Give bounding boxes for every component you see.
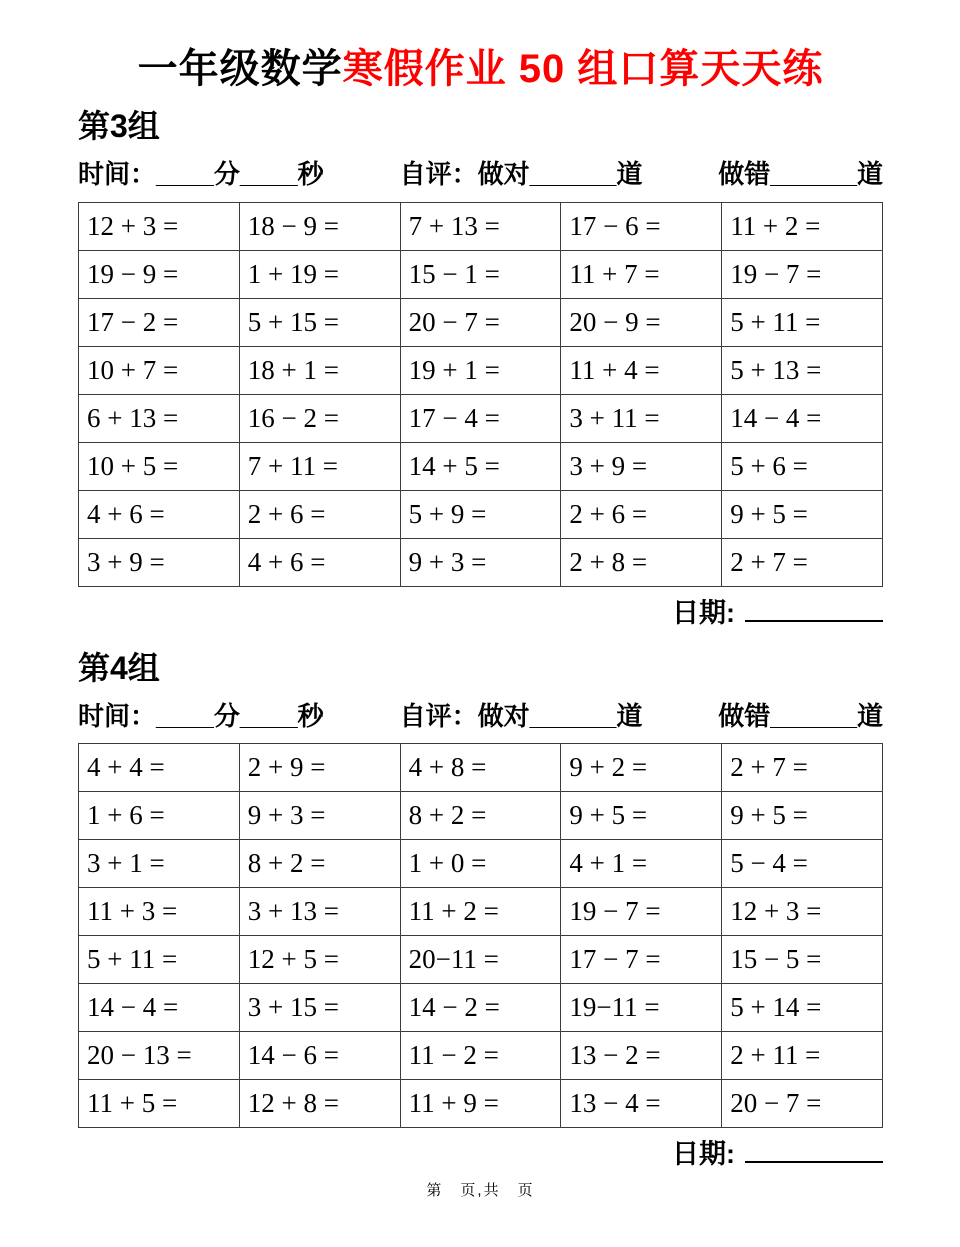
problem-cell: 2 + 7 =	[722, 744, 883, 792]
problem-cell: 16 − 2 =	[239, 394, 400, 442]
group-3-section	[78, 107, 883, 634]
problem-row	[79, 394, 883, 442]
page-title-red: 寒假作业 50 组口算天天练	[342, 47, 824, 91]
problem-cell: 2 + 11 =	[722, 1032, 883, 1080]
problem-cell: 17 − 7 =	[561, 936, 722, 984]
problem-cell: 11 + 5 =	[79, 1080, 240, 1128]
page-title	[78, 46, 883, 92]
problem-cell: 20 − 7 =	[400, 298, 561, 346]
problem-row	[79, 744, 883, 792]
problem-cell: 10 + 7 =	[79, 346, 240, 394]
problem-cell: 11 + 9 =	[400, 1080, 561, 1128]
problem-cell: 5 + 14 =	[722, 984, 883, 1032]
problem-cell: 2 + 7 =	[722, 538, 883, 586]
problem-row	[79, 442, 883, 490]
problem-cell: 14 − 4 =	[79, 984, 240, 1032]
problem-cell: 9 + 5 =	[561, 792, 722, 840]
problem-cell: 7 + 11 =	[239, 442, 400, 490]
problem-cell: 20 − 13 =	[79, 1032, 240, 1080]
problem-cell: 12 + 8 =	[239, 1080, 400, 1128]
problem-cell: 19 − 9 =	[79, 250, 240, 298]
group-4-heading: 第4组	[78, 649, 160, 686]
problem-cell: 19−11 =	[561, 984, 722, 1032]
problem-cell: 2 + 6 =	[561, 490, 722, 538]
problem-cell: 5 + 6 =	[722, 442, 883, 490]
problem-cell: 5 + 9 =	[400, 490, 561, 538]
problem-cell: 20 − 9 =	[561, 298, 722, 346]
problem-cell: 5 + 11 =	[79, 936, 240, 984]
date-label: 日期:	[672, 597, 735, 628]
problem-row	[79, 792, 883, 840]
problem-row	[79, 538, 883, 586]
problem-cell: 11 + 2 =	[400, 888, 561, 936]
group-3-problems-table	[78, 202, 883, 587]
problem-cell: 3 + 9 =	[561, 442, 722, 490]
problem-cell: 12 + 3 =	[79, 202, 240, 250]
problem-cell: 14 − 2 =	[400, 984, 561, 1032]
problem-cell: 5 + 15 =	[239, 298, 400, 346]
problem-row	[79, 840, 883, 888]
problem-cell: 9 + 2 =	[561, 744, 722, 792]
problem-cell: 20−11 =	[400, 936, 561, 984]
group-4-section	[78, 649, 883, 1176]
problem-cell: 15 − 1 =	[400, 250, 561, 298]
date-label: 日期:	[672, 1139, 735, 1170]
problem-row	[79, 202, 883, 250]
problem-cell: 15 − 5 =	[722, 936, 883, 984]
problem-cell: 3 + 11 =	[561, 394, 722, 442]
problem-cell: 5 + 11 =	[722, 298, 883, 346]
problem-cell: 9 + 3 =	[400, 538, 561, 586]
problem-cell: 3 + 9 =	[79, 538, 240, 586]
problem-cell: 3 + 15 =	[239, 984, 400, 1032]
time-label: 时间：____分____秒	[78, 159, 324, 190]
problem-cell: 18 + 1 =	[239, 346, 400, 394]
self-eval-wrong-label: 做错______道	[718, 159, 883, 190]
problem-row	[79, 298, 883, 346]
problem-cell: 4 + 6 =	[79, 490, 240, 538]
problem-cell: 20 − 7 =	[722, 1080, 883, 1128]
problem-cell: 4 + 6 =	[239, 538, 400, 586]
page-title-black: 一年级数学	[137, 47, 343, 91]
problem-cell: 13 − 2 =	[561, 1032, 722, 1080]
problem-cell: 12 + 3 =	[722, 888, 883, 936]
problem-cell: 14 − 6 =	[239, 1032, 400, 1080]
problem-cell: 17 − 6 =	[561, 202, 722, 250]
group-3-date-line	[78, 596, 883, 634]
problem-cell: 6 + 13 =	[79, 394, 240, 442]
self-eval-correct-label: 自评：做对______道	[399, 700, 643, 731]
problem-cell: 4 + 4 =	[79, 744, 240, 792]
problem-cell: 5 + 13 =	[722, 346, 883, 394]
problem-row	[79, 1080, 883, 1128]
problem-cell: 9 + 5 =	[722, 490, 883, 538]
problem-cell: 11 + 4 =	[561, 346, 722, 394]
group-4-meta-line	[78, 701, 883, 732]
problem-cell: 1 + 19 =	[239, 250, 400, 298]
problem-cell: 8 + 2 =	[400, 792, 561, 840]
problem-cell: 11 + 3 =	[79, 888, 240, 936]
problem-cell: 2 + 8 =	[561, 538, 722, 586]
problem-row	[79, 984, 883, 1032]
problem-cell: 2 + 6 =	[239, 490, 400, 538]
problem-row	[79, 1032, 883, 1080]
problem-cell: 17 − 2 =	[79, 298, 240, 346]
problem-cell: 14 + 5 =	[400, 442, 561, 490]
problem-cell: 10 + 5 =	[79, 442, 240, 490]
problem-cell: 3 + 13 =	[239, 888, 400, 936]
problem-row	[79, 250, 883, 298]
problem-cell: 3 + 1 =	[79, 840, 240, 888]
problem-cell: 8 + 2 =	[239, 840, 400, 888]
problem-cell: 1 + 0 =	[400, 840, 561, 888]
group-4-problems-table	[78, 743, 883, 1128]
problem-cell: 4 + 8 =	[400, 744, 561, 792]
date-blank	[745, 1137, 883, 1163]
problem-cell: 11 + 7 =	[561, 250, 722, 298]
group-4-date-line	[78, 1137, 883, 1175]
problem-cell: 9 + 3 =	[239, 792, 400, 840]
problem-cell: 5 − 4 =	[722, 840, 883, 888]
problem-cell: 14 − 4 =	[722, 394, 883, 442]
problem-cell: 7 + 13 =	[400, 202, 561, 250]
problem-cell: 11 − 2 =	[400, 1032, 561, 1080]
group-3-meta-line	[78, 159, 883, 190]
problem-cell: 9 + 5 =	[722, 792, 883, 840]
problem-cell: 19 − 7 =	[561, 888, 722, 936]
problem-cell: 18 − 9 =	[239, 202, 400, 250]
problem-cell: 19 − 7 =	[722, 250, 883, 298]
problem-cell: 1 + 6 =	[79, 792, 240, 840]
problem-cell: 12 + 5 =	[239, 936, 400, 984]
time-label: 时间：____分____秒	[78, 700, 324, 731]
page-footer: 第 页,共 页	[426, 1182, 535, 1200]
problem-cell: 19 + 1 =	[400, 346, 561, 394]
self-eval-wrong-label: 做错______道	[718, 700, 883, 731]
group-3-heading: 第3组	[78, 108, 160, 144]
problem-row	[79, 888, 883, 936]
date-blank	[745, 596, 883, 622]
problem-cell: 4 + 1 =	[561, 840, 722, 888]
problem-cell: 11 + 2 =	[722, 202, 883, 250]
problem-row	[79, 490, 883, 538]
problem-row	[79, 936, 883, 984]
self-eval-correct-label: 自评：做对______道	[399, 159, 643, 190]
problem-cell: 2 + 9 =	[239, 744, 400, 792]
problem-cell: 13 − 4 =	[561, 1080, 722, 1128]
problem-cell: 17 − 4 =	[400, 394, 561, 442]
problem-row	[79, 346, 883, 394]
